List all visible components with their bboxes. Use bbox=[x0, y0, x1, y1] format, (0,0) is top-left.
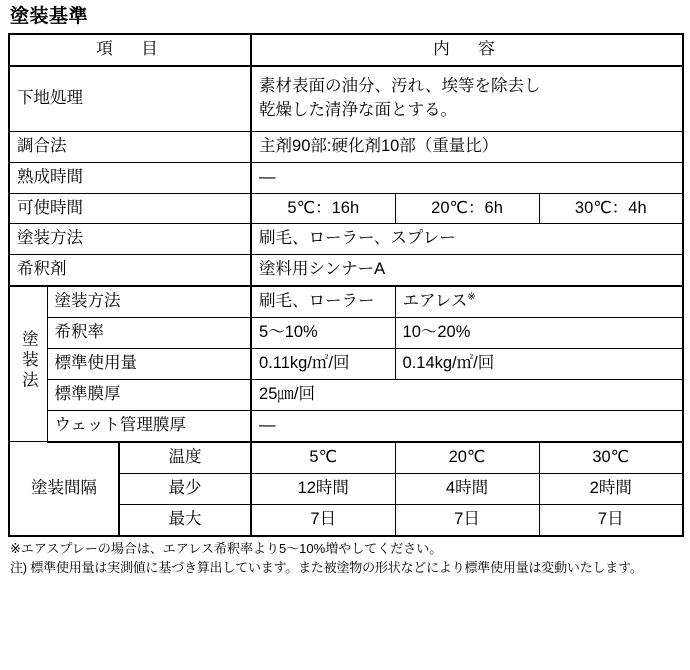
coating-row-2-col-a: 0.11kg/㎡/回 bbox=[251, 349, 395, 380]
row-label-method: 塗装方法 bbox=[9, 224, 251, 255]
table-row bbox=[9, 193, 683, 224]
row-value-mixing: 主剤90部:硬化剤10部（重量比） bbox=[251, 131, 683, 162]
coating-row-label-1: 希釈率 bbox=[47, 318, 251, 349]
coating-row-3-value: 25㎛/回 bbox=[251, 380, 683, 411]
interval-row-1-col-1: 4時間 bbox=[395, 473, 539, 504]
substrate-line-1: 素材表面の油分、汚れ、埃等を除去し bbox=[259, 76, 541, 95]
note-asterisk: ※エアスプレーの場合は、エアレス希釈率より5〜10%増やしてください。 bbox=[10, 540, 443, 556]
interval-row-1-col-0: 12時間 bbox=[251, 473, 395, 504]
potlife-value-5c: 5℃：16h bbox=[251, 193, 395, 224]
coating-row-2-col-b: 0.14kg/㎡/回 bbox=[395, 349, 683, 380]
header-item: 項 目 bbox=[9, 34, 251, 66]
coating-row-label-3: 標準膜厚 bbox=[47, 380, 251, 411]
coating-spec-table bbox=[8, 33, 684, 537]
interval-row-0-col-1: 20℃ bbox=[395, 442, 539, 473]
potlife-value-20c: 20℃：6h bbox=[395, 193, 539, 224]
coating-row-0-col-a: 刷毛、ローラー bbox=[251, 286, 395, 317]
table-row bbox=[9, 224, 683, 255]
airless-note-mark: ※ bbox=[467, 291, 476, 303]
table-row bbox=[9, 66, 683, 132]
row-value-method: 刷毛、ローラー、スプレー bbox=[251, 224, 683, 255]
note-numbered: 注) 標準使用量は実測値に基づき算出しています。また被塗物の形状などにより標準使用量は変動いたします。 bbox=[10, 559, 643, 575]
interval-row-label-0: 温度 bbox=[119, 442, 251, 473]
interval-row-0-col-0: 5℃ bbox=[251, 442, 395, 473]
interval-row-1-col-2: 2時間 bbox=[539, 473, 683, 504]
table-row bbox=[9, 411, 683, 442]
interval-row-label-1: 最少 bbox=[119, 473, 251, 504]
page-title: 塗装基準 bbox=[10, 6, 89, 27]
table-row bbox=[9, 131, 683, 162]
coating-row-label-2: 標準使用量 bbox=[47, 349, 251, 380]
table-row bbox=[9, 380, 683, 411]
group-label-coating-method: 塗装法 bbox=[9, 286, 47, 442]
airless-label: エアレス bbox=[402, 292, 468, 311]
interval-row-0-col-2: 30℃ bbox=[539, 442, 683, 473]
coating-row-label-0: 塗装方法 bbox=[47, 286, 251, 317]
header-content: 内 容 bbox=[251, 34, 683, 66]
interval-row-2-col-2: 7日 bbox=[539, 504, 683, 535]
row-value-maturing: — bbox=[251, 162, 683, 193]
table-row bbox=[9, 318, 683, 349]
coating-row-0-col-b bbox=[395, 286, 683, 317]
table-row bbox=[9, 442, 683, 473]
table-row bbox=[9, 162, 683, 193]
row-label-thinner: 希釈剤 bbox=[9, 255, 251, 286]
coating-row-1-col-b: 10〜20% bbox=[395, 318, 683, 349]
row-label-potlife: 可使時間 bbox=[9, 193, 251, 224]
interval-row-2-col-0: 7日 bbox=[251, 504, 395, 535]
interval-row-label-2: 最大 bbox=[119, 504, 251, 535]
table-row bbox=[9, 286, 683, 317]
row-value-thinner: 塗料用シンナーA bbox=[251, 255, 683, 286]
coating-row-4-value: — bbox=[251, 411, 683, 442]
table-row bbox=[9, 349, 683, 380]
group-label-interval: 塗装間隔 bbox=[9, 442, 119, 536]
interval-row-2-col-1: 7日 bbox=[395, 504, 539, 535]
row-label-substrate: 下地処理 bbox=[9, 66, 251, 132]
substrate-line-2: 乾燥した清浄な面とする。 bbox=[259, 100, 458, 119]
row-value-substrate bbox=[251, 66, 683, 132]
potlife-value-30c: 30℃：4h bbox=[539, 193, 683, 224]
table-row bbox=[9, 255, 683, 286]
coating-row-label-4: ウェット管理膜厚 bbox=[47, 411, 251, 442]
notes-section bbox=[8, 540, 682, 578]
coating-row-1-col-a: 5〜10% bbox=[251, 318, 395, 349]
row-label-mixing: 調合法 bbox=[9, 131, 251, 162]
table-header-row bbox=[9, 34, 683, 66]
row-label-maturing: 熟成時間 bbox=[9, 162, 251, 193]
